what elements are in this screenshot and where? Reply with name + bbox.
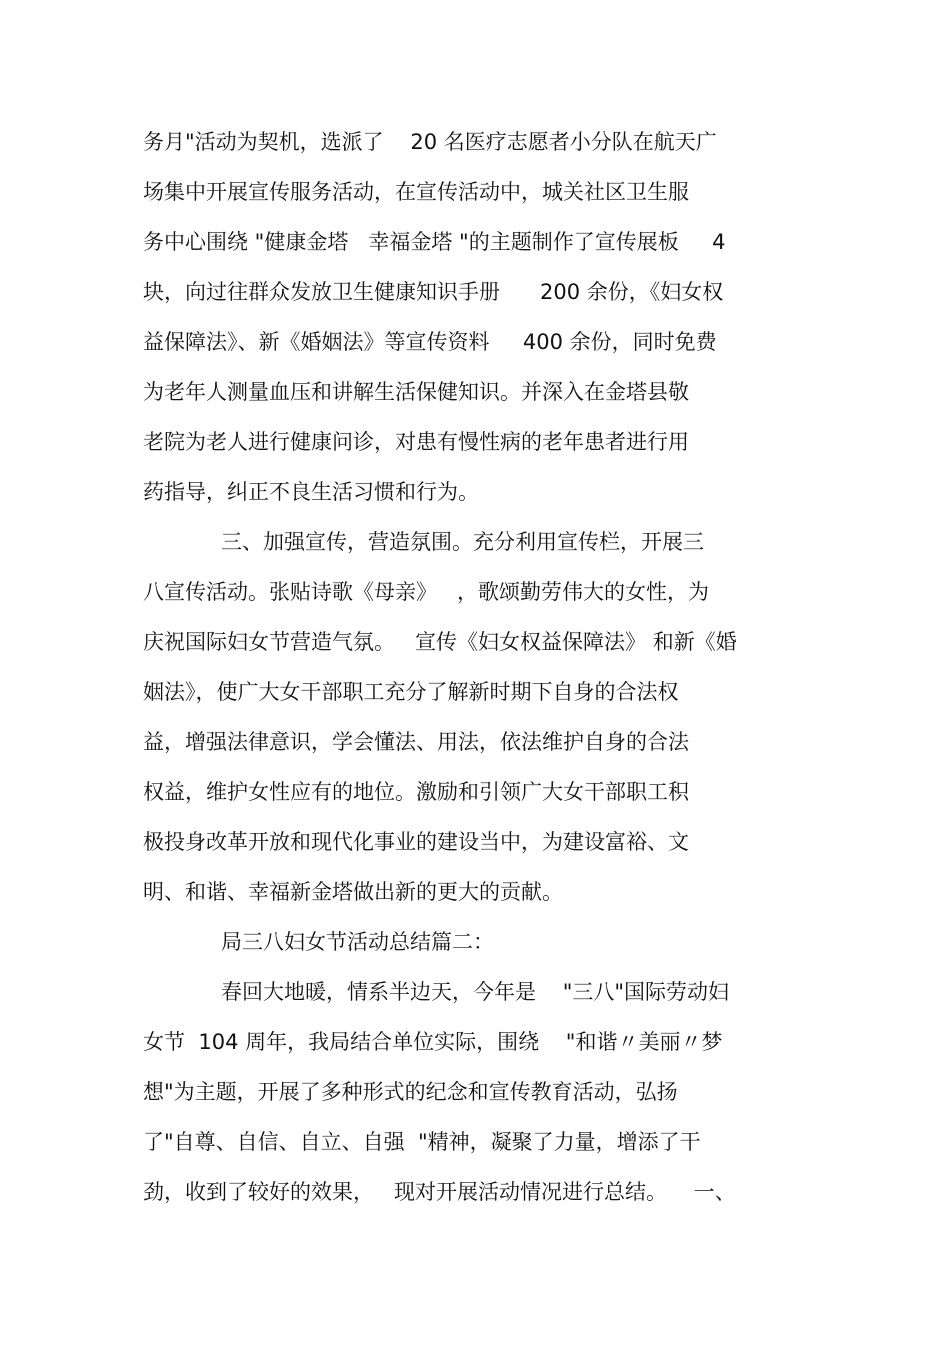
text-line: 块，向过往群众发放卫生健康知识手册 200 余份，《妇女权 bbox=[143, 280, 724, 304]
text-line: 女节 104 周年，我局结合单位实际，围绕 "和谐〃美丽〃梦 bbox=[143, 1030, 723, 1054]
text-line: 八宣传活动。张贴诗歌《母亲》 ，歌颂勤劳伟大的女性，为 bbox=[143, 580, 710, 604]
text-line: 春回大地暖，情系半边天，今年是 "三八"国际劳动妇 bbox=[221, 980, 730, 1004]
section-heading: 局三八妇女节活动总结篇二： bbox=[221, 930, 494, 954]
text-line: 明、和谐、幸福新金塔做出新的更大的贡献。 bbox=[143, 880, 563, 904]
text-line: 务中心围绕 "健康金塔 幸福金塔 "的主题制作了宣传展板 4 bbox=[143, 230, 726, 254]
text-line: 了"自尊、自信、自立、自强 "精神，凝聚了力量，增添了干 bbox=[143, 1130, 701, 1154]
text-line: 为老年人测量血压和讲解生活保健知识。并深入在金塔县敬 bbox=[143, 380, 689, 404]
text-line: 益保障法》、新《婚姻法》等宣传资料 400 余份，同时免费 bbox=[143, 330, 717, 354]
text-line: 极投身改革开放和现代化事业的建设当中，为建设富裕、文 bbox=[143, 830, 689, 854]
text-line: 姻法》，使广大女干部职工充分了解新时期下自身的合法权 bbox=[143, 680, 679, 704]
text-line: 想"为主题，开展了多种形式的纪念和宣传教育活动，弘扬 bbox=[143, 1080, 678, 1104]
text-line: 益，增强法律意识，学会懂法、用法，依法维护自身的合法 bbox=[143, 730, 689, 754]
text-line: 药指导，纠正不良生活习惯和行为。 bbox=[143, 480, 479, 504]
text-line: 三、加强宣传，营造氛围。充分利用宣传栏，开展三 bbox=[221, 530, 704, 554]
text-line: 务月"活动为契机，选派了 20 名医疗志愿者小分队在航天广 bbox=[143, 130, 717, 154]
text-line: 权益，维护女性应有的地位。激励和引领广大女干部职工积 bbox=[143, 780, 689, 804]
text-line: 场集中开展宣传服务活动，在宣传活动中，城关社区卫生服 bbox=[143, 180, 689, 204]
text-line: 劲，收到了较好的效果， 现对开展活动情况进行总结。 一、 bbox=[143, 1180, 736, 1204]
text-line: 庆祝国际妇女节营造气氛。 宣传《妇女权益保障法》 和新《婚 bbox=[143, 630, 737, 654]
text-line: 老院为老人进行健康问诊，对患有慢性病的老年患者进行用 bbox=[143, 430, 689, 454]
